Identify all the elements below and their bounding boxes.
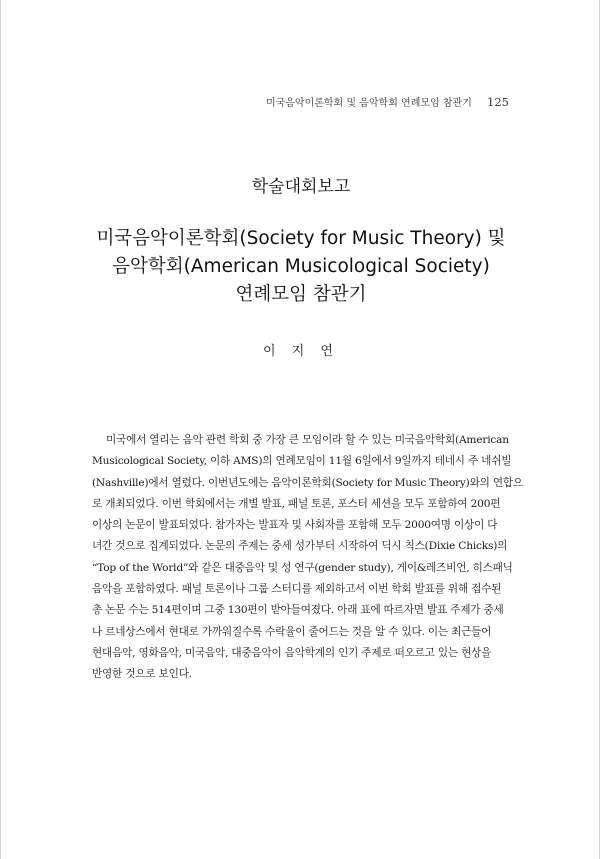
body-line: 현대음악, 영화음악, 미국음악, 대중음악이 음악학계의 인기 주제로 떠오르고 있는 현상을 (92, 646, 492, 659)
title-line: 연례모임 참관기 (235, 284, 367, 305)
title-line: 음악학회(American Musicological Society) (112, 256, 490, 277)
section-label: 학술대회보고 (251, 177, 351, 197)
page-number: 125 (487, 95, 509, 109)
running-header (266, 94, 509, 109)
body-line: 녀간 것으로 집계되었다. 논문의 주제는 중세 성가부터 시작하여 딕시 칙스(Dixie Chicks)의 (92, 540, 508, 553)
body-line: 로 개최되었다. 이번 학회에서는 개별 발표, 패널 토론, 포스터 세션을 모두 포함하여 200편 (92, 497, 501, 510)
article-title (1, 225, 600, 309)
body-line: 총 논문 수는 514편이며 그중 130편이 받아들여졌다. 아래 표에 따르자면 발표 주제가 중세 (92, 604, 504, 617)
body-line: “Top of the World”와 같은 대중음악 및 성 연구(gender study), 게이&레즈비언, 히스패닉 (92, 561, 513, 574)
body-line: 이상의 논문이 발표되었다. 참가자는 발표자 및 사회자를 포함해 모두 2000여명 이상이 다 (92, 519, 498, 532)
body-line: 음악을 포함하였다. 패널 토론이나 그룹 스터디를 제외하고서 이번 학회 발표를 위해 접수된 (92, 583, 502, 596)
body-line: 나 르네상스에서 현대로 가까워질수록 수락율이 줄어드는 것을 알 수 있다. 이는 최근들어 (92, 625, 492, 638)
body-line: 미국에서 열리는 음악 관련 학회 중 가장 큰 모임이라 할 수 있는 미국음악학회(American (106, 434, 509, 446)
running-title: 미국음악이론학회 및 음악학회 연례모임 참관기 (265, 98, 472, 109)
title-line: 미국음악이론학회(Society for Music Theory) 및 (96, 228, 506, 249)
body-line: (Nashville)에서 열렸다. 이번년도에는 음악이론학회(Society for Music Theory)와의 연합으 (92, 476, 523, 489)
body-line: 반영한 것으로 보인다. (92, 668, 192, 681)
body-line: Musicological Society, 이하 AMS)의 연례모임이 11월 6일에서 9일까지 테네시 주 네쉬빌 (92, 455, 512, 468)
body-paragraph (92, 430, 523, 686)
author-name: 이 지 연 (263, 344, 339, 359)
